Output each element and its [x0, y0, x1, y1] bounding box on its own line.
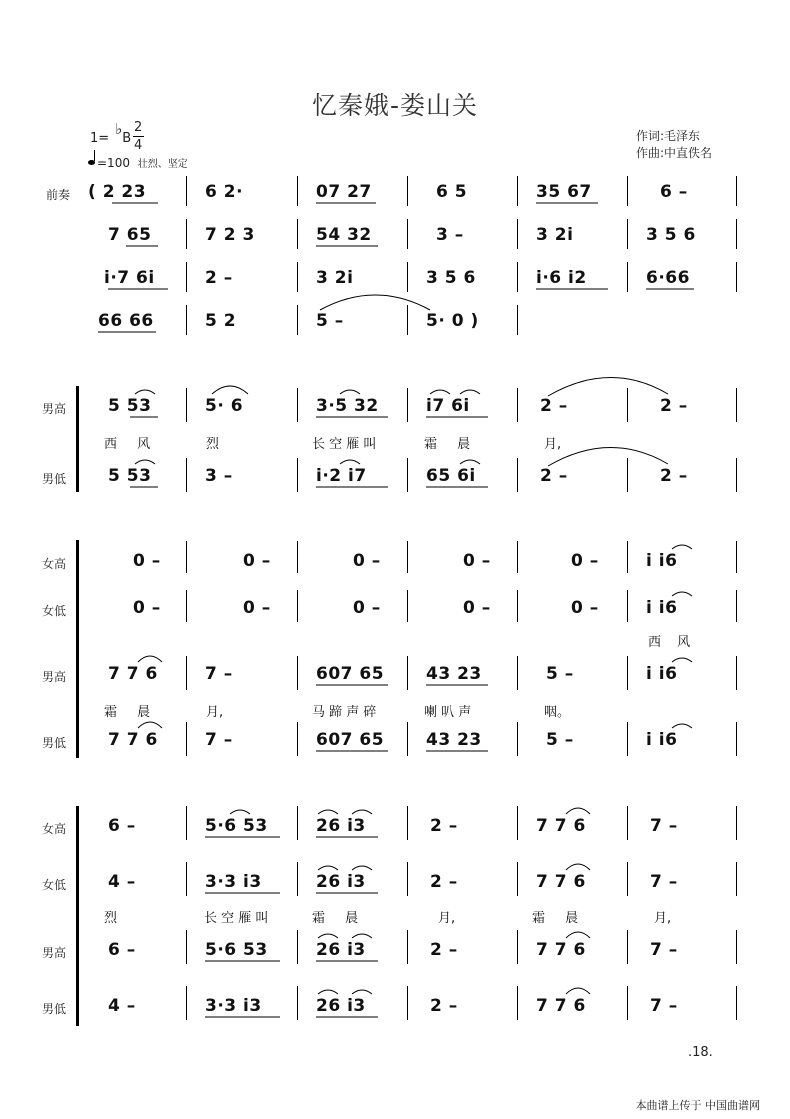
slur: [320, 295, 430, 310]
measure: 0 –: [353, 598, 381, 618]
slur: [672, 658, 692, 662]
lyric: 月,: [206, 705, 224, 720]
part-label-male-high: 男高: [42, 946, 67, 960]
measure: 65 6i: [426, 466, 476, 486]
measure: 3·3 i3: [205, 872, 262, 892]
lyric: 月,: [438, 911, 456, 926]
measure: 7 –: [205, 664, 233, 684]
measure: 3·3 i3: [205, 996, 262, 1016]
measure: 0 –: [571, 598, 599, 618]
lyric: 长 空 雁 叫: [204, 911, 269, 926]
lyric: 霜 晨: [104, 705, 159, 720]
measure: 43 23: [426, 730, 482, 750]
measure: 26 i3: [316, 940, 366, 960]
flat-sign: ♭: [115, 120, 123, 138]
lyric: 月,: [544, 437, 562, 452]
measure: 5 53: [108, 466, 152, 486]
page-title: 忆秦娥-娄山关: [311, 91, 479, 120]
slur: [318, 990, 338, 994]
slur: [460, 390, 480, 394]
prelude-measure: 5 2: [205, 311, 237, 331]
composer-credit: 作曲:中直佚名: [636, 146, 713, 160]
measure: 7 7 6: [108, 664, 158, 684]
measure: 5 –: [546, 664, 574, 684]
measure: 3 –: [205, 466, 233, 486]
slur: [318, 934, 338, 938]
lyric: 咽。: [544, 705, 571, 720]
slur: [352, 934, 372, 938]
measure: 7 –: [650, 996, 678, 1016]
slur: [566, 808, 590, 814]
lyric: 喇 叭 声: [424, 705, 472, 720]
slur: [566, 932, 590, 938]
measure: 5 53: [108, 396, 152, 416]
prelude-measure: 54 32: [316, 225, 372, 245]
measure: 7 –: [650, 872, 678, 892]
key-letter: B: [122, 131, 132, 146]
part-label-male-high: 男高: [42, 670, 67, 684]
slur: [672, 592, 692, 596]
measure: 7 –: [205, 730, 233, 750]
measure: 0 –: [571, 551, 599, 571]
prelude-measure: 3 5 6: [646, 225, 696, 245]
measure: 5 –: [546, 730, 574, 750]
measure: 0 –: [463, 598, 491, 618]
tempo-expression: 壮烈、坚定: [137, 159, 188, 170]
measure: 2 –: [660, 466, 688, 486]
prelude-measure: 3 –: [436, 225, 464, 245]
measure: 7 7 6: [536, 872, 586, 892]
measure: 0 –: [463, 551, 491, 571]
prelude-measure: 7 2 3: [205, 225, 255, 245]
part-label-female-high: 女高: [42, 557, 67, 571]
measure: 2 –: [430, 872, 458, 892]
measure: i7 6i: [426, 396, 470, 416]
slur: [340, 460, 360, 464]
prelude-measure: 66 66: [98, 311, 154, 331]
part-label-male-low: 男低: [42, 1002, 67, 1016]
prelude-measure: 5 –: [316, 311, 344, 331]
measure: i i6: [646, 551, 678, 571]
slur: [230, 810, 250, 814]
lyric: 烈: [206, 437, 220, 452]
lyric: 西 风: [104, 437, 159, 452]
prelude-measure: 07 27: [316, 182, 372, 202]
measure: 7 7 6: [536, 940, 586, 960]
measure: 0 –: [353, 551, 381, 571]
measure: 5·6 53: [205, 816, 268, 836]
lyricist-credit: 作词:毛泽东: [636, 129, 701, 143]
prelude-measure: 6 2·: [205, 182, 244, 202]
measure: 5·6 53: [205, 940, 268, 960]
prelude-measure: 5· 0 ): [426, 311, 479, 331]
measure: i i6: [646, 664, 678, 684]
measure: 0 –: [243, 551, 271, 571]
slur: [352, 866, 372, 870]
measure: 2 –: [430, 816, 458, 836]
prelude-measure: 2 –: [205, 268, 233, 288]
beam-lines: [98, 203, 697, 1017]
slur: [138, 722, 162, 728]
slur: [318, 866, 338, 870]
measure: 2 –: [540, 396, 568, 416]
measure: 2 –: [430, 996, 458, 1016]
slur: [138, 656, 162, 662]
part-label-male-low: 男低: [42, 736, 67, 750]
prelude-measure: 7 65: [108, 225, 152, 245]
measure: 607 65: [316, 664, 385, 684]
measure: 0 –: [133, 551, 161, 571]
measure: 7 –: [650, 816, 678, 836]
prelude-measure: 3 5 6: [426, 268, 476, 288]
key-prefix: 1=: [90, 131, 110, 146]
part-label-female-low: 女低: [42, 604, 67, 618]
measure: 7 7 6: [536, 996, 586, 1016]
measure: 0 –: [243, 598, 271, 618]
measure: 6 –: [108, 940, 136, 960]
footer-watermark: 本曲谱上传于 中国曲谱网: [635, 1099, 760, 1112]
lyric: 西 风: [648, 635, 697, 650]
measure: 2 –: [540, 466, 568, 486]
measure: 0 –: [133, 598, 161, 618]
measure: 26 i3: [316, 996, 366, 1016]
prelude-measure: ( 2 23: [88, 182, 147, 202]
lyric: 霜 晨: [532, 911, 587, 926]
measure: 4 –: [108, 872, 136, 892]
slur: [566, 988, 590, 994]
measure: i i6: [646, 598, 678, 618]
part-label-female-low: 女低: [42, 878, 67, 892]
lyric: 霜 晨: [312, 911, 367, 926]
measure: 607 65: [316, 730, 385, 750]
slur: [340, 390, 360, 394]
measure: 43 23: [426, 664, 482, 684]
slur: [548, 447, 668, 466]
slur: [318, 810, 338, 814]
slur: [548, 377, 668, 396]
measure: 26 i3: [316, 816, 366, 836]
part-label-male-high: 男高: [42, 402, 67, 416]
page-number: .18.: [688, 1045, 713, 1060]
slur: [672, 545, 692, 549]
measure: i·2 i7: [316, 466, 367, 486]
prelude-measure: 3 2i: [316, 268, 354, 288]
lyric: 马 蹄 声 碎: [312, 705, 377, 720]
prelude-measure: i·7 6i: [104, 268, 155, 288]
measure: 7 7 6: [536, 816, 586, 836]
time-sig-denominator: 4: [134, 138, 143, 153]
slur: [135, 460, 155, 464]
part-label-prelude: 前奏: [46, 188, 71, 202]
slur: [212, 386, 248, 394]
lyric: 月,: [654, 911, 672, 926]
prelude-measure: i·6 i2: [536, 268, 587, 288]
slur: [430, 390, 450, 394]
time-sig-numerator: 2: [134, 120, 143, 135]
prelude-measure: 3 2i: [536, 225, 574, 245]
measure: 6 –: [108, 816, 136, 836]
lyric: 烈: [104, 911, 118, 926]
slur: [352, 990, 372, 994]
measure: 2 –: [660, 396, 688, 416]
measure: 7 7 6: [108, 730, 158, 750]
slur: [672, 724, 692, 728]
slur: [135, 390, 155, 394]
measure: 2 –: [430, 940, 458, 960]
lyric: 长 空 雁 叫: [312, 437, 377, 452]
lyric: 霜 晨: [424, 437, 479, 452]
measure: i i6: [646, 730, 678, 750]
prelude-measure: 35 67: [536, 182, 592, 202]
part-label-female-high: 女高: [42, 822, 67, 836]
slur: [352, 810, 372, 814]
part-label-male-low: 男低: [42, 472, 67, 486]
measure: 26 i3: [316, 872, 366, 892]
prelude-measure: 6·66: [646, 268, 690, 288]
measure: 4 –: [108, 996, 136, 1016]
slur: [460, 460, 480, 464]
measure: 5· 6: [205, 396, 244, 416]
tempo-value: =100: [97, 156, 130, 170]
prelude-measure: 6 –: [660, 182, 688, 202]
slur: [566, 864, 590, 870]
measure: 3·5 32: [316, 396, 379, 416]
measure: 7 –: [650, 940, 678, 960]
prelude-measure: 6 5: [436, 182, 468, 202]
